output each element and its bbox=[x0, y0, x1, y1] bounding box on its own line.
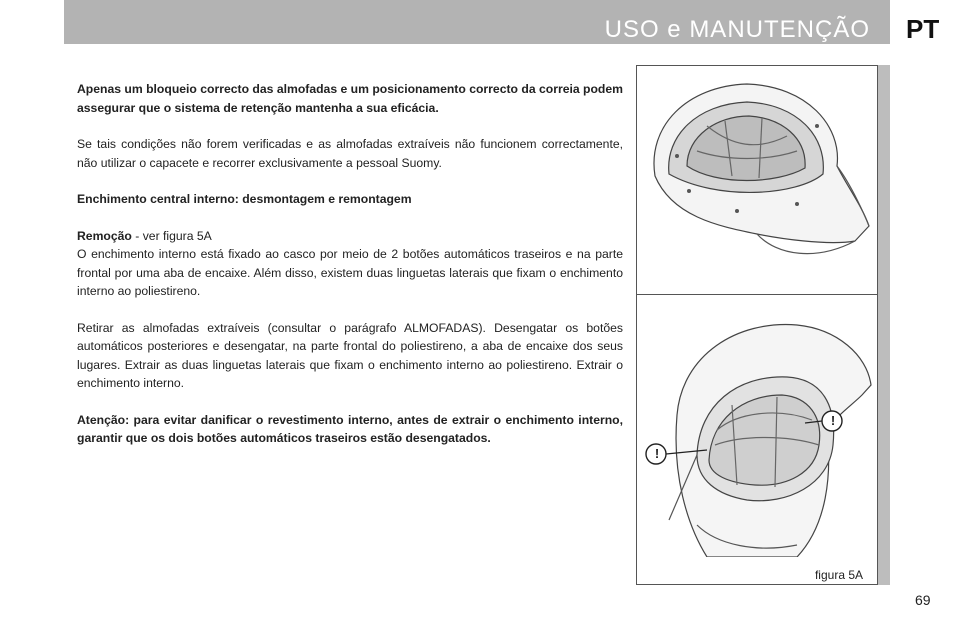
paragraph-conditions: Se tais condições não forem verificadas e as almofadas extraíveis não funcionem correctamente, não utilizar o capacete e recorrer exclusivamente a pessoal Suomy. bbox=[77, 137, 623, 170]
section-heading: Enchimento central interno: desmontagem e remontagem bbox=[77, 192, 412, 206]
paragraph-procedure: Retirar as almofadas extraíveis (consultar o parágrafo ALMOFADAS). Desengatar os botões automáticos posteriores e desengatar, na parte frontal do poliestireno, a aba de encaixe dos seus lugares. Extrair as duas linguetas laterais que fixam o enchimento interno ao poliestireno. Extrair o enchimento interno. bbox=[77, 320, 623, 390]
page-number: 69 bbox=[915, 592, 931, 608]
removal-label: Remoção bbox=[77, 228, 132, 243]
warning-mark-right: ! bbox=[830, 413, 836, 428]
warning-mark-left: ! bbox=[654, 446, 660, 461]
paragraph-attention: Atenção: para evitar danificar o revestimento interno, antes de extrair o enchimento interno, garantir que os dois botões automáticos traseiros estão desengatados. bbox=[77, 412, 623, 445]
language-code: PT bbox=[906, 14, 940, 44]
figure-caption: figura 5A bbox=[814, 568, 863, 582]
helmet-side-illustration bbox=[637, 295, 877, 557]
body-text bbox=[77, 80, 623, 466]
header-bar bbox=[64, 0, 890, 44]
figure-frame bbox=[636, 65, 878, 585]
removal-text: O enchimento interno está fixado ao casco por meio de 2 botões automáticos traseiros e na parte frontal por uma aba de encaixe. Além disso, existem duas linguetas laterais que fixam o enchimento interno ao poliestireno. bbox=[77, 247, 623, 298]
paragraph-removal bbox=[77, 227, 623, 301]
paragraph-warning-intro: Apenas um bloqueio correcto das almofadas e um posicionamento correcto da correia podem assegurar que o sistema de retenção mantenha a sua eficácia. bbox=[77, 82, 623, 115]
helmet-interior-illustration bbox=[637, 66, 877, 294]
section-title: USO e MANUTENÇÃO bbox=[604, 16, 870, 43]
figure-shadow bbox=[878, 65, 890, 585]
figure-reference: - ver figura 5A bbox=[131, 228, 212, 243]
